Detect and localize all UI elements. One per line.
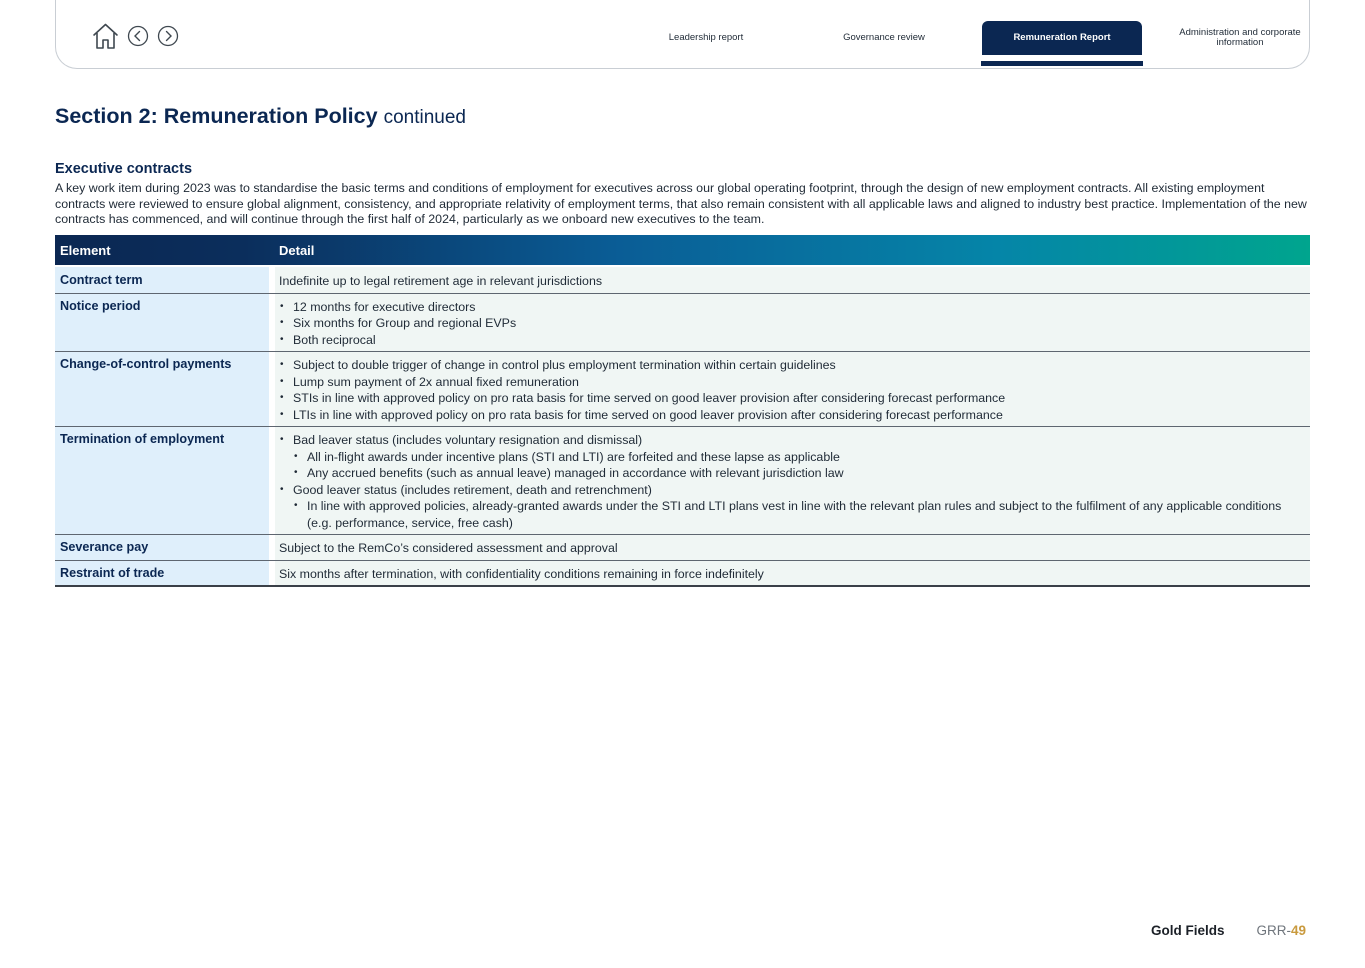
list-item: • 12 months for executive directors xyxy=(279,299,1306,316)
table-row xyxy=(55,267,1310,294)
list-item xyxy=(279,482,1306,532)
table-row xyxy=(55,427,1310,535)
list-item: • In line with approved policies, already-granted awards under the STI and LTI plans vest in line with the relevant plan rules and subject to the fulfilment of any applicable conditions (e.g. performance, service, free cash) xyxy=(293,498,1306,531)
header-detail: Detail xyxy=(279,242,315,258)
row-element-label: Restraint of trade xyxy=(55,561,269,586)
tab-administration-corporate-information[interactable]: Administration and corporate information xyxy=(1179,27,1301,48)
row-element-label: Change-of-control payments xyxy=(55,352,269,426)
tab-remuneration-report[interactable]: Remuneration Report xyxy=(982,21,1142,55)
subsection-title: Executive contracts xyxy=(55,161,193,177)
list-item: • Subject to double trigger of change in control plus employment termination within certain guidelines xyxy=(279,357,1306,374)
nested-bullet-list xyxy=(293,449,1306,482)
row-detail: Subject to the RemCo’s considered assessment and approval xyxy=(275,535,1310,560)
bullet-list xyxy=(279,432,1306,531)
list-item: • Any accrued benefits (such as annual leave) managed in accordance with relevant jurisdiction law xyxy=(293,465,1306,482)
row-element-label: Severance pay xyxy=(55,535,269,560)
home-icon[interactable] xyxy=(92,22,119,50)
list-item xyxy=(279,432,1306,482)
arrow-left-icon[interactable] xyxy=(127,25,149,47)
executive-contracts-table xyxy=(55,235,1310,587)
table-row xyxy=(55,535,1310,561)
list-item: • Both reciprocal xyxy=(279,332,1306,349)
list-item: • LTIs in line with approved policy on pro rata basis for time served on good leaver provision after considering forecast performance xyxy=(279,407,1306,424)
row-detail: Indefinite up to legal retirement age in relevant jurisdictions xyxy=(275,267,1310,293)
row-detail xyxy=(275,352,1310,426)
arrow-right-icon[interactable] xyxy=(157,25,179,47)
top-navigation-bar xyxy=(55,0,1310,69)
page-number: 49 xyxy=(1290,923,1306,938)
footer-code-prefix: GRR- xyxy=(1256,923,1291,938)
nested-bullet-list xyxy=(293,498,1306,531)
list-item: • Lump sum payment of 2x annual fixed remuneration xyxy=(279,374,1306,391)
list-item: • STIs in line with approved policy on pro rata basis for time served on good leaver provision after considering forecast performance xyxy=(279,390,1306,407)
list-item-text: Bad leaver status (includes voluntary resignation and dismissal) xyxy=(293,433,643,447)
tab-leadership-report[interactable]: Leadership report xyxy=(668,32,744,44)
intro-paragraph: A key work item during 2023 was to standardise the basic terms and conditions of employment for executives across our global operating footprint, through the design of new employment contracts. All existing employment contracts were reviewed to ensure global alignment, consistency, and appropriate relativity of employment terms, that also remain consistent with all applicable laws and aligned to industry best practice. Implementation of the new contracts has commenced, and will continue through the first half of 2024, particularly as we onboard new executives to the team. xyxy=(55,181,1307,226)
row-element-label: Contract term xyxy=(55,267,269,293)
tab-governance-review[interactable]: Governance review xyxy=(843,32,925,44)
footer-brand: Gold Fields xyxy=(1150,923,1225,938)
bullet-list xyxy=(279,299,1306,349)
page-title xyxy=(55,104,466,129)
page-footer xyxy=(1151,923,1306,938)
page-title-main: Section 2: Remuneration Policy xyxy=(55,104,378,128)
header-element: Element xyxy=(60,242,111,258)
table-row xyxy=(55,561,1310,588)
list-item: • Six months for Group and regional EVPs xyxy=(279,315,1306,332)
table-header xyxy=(55,235,1310,267)
row-detail xyxy=(275,427,1310,534)
row-element-label: Termination of employment xyxy=(55,427,269,534)
list-item: • All in-flight awards under incentive plans (STI and LTI) are forfeited and these lapse as applicable xyxy=(293,449,1306,466)
row-detail: Six months after termination, with confidentiality conditions remaining in force indefinitely xyxy=(275,561,1310,586)
section-tabs xyxy=(626,21,1338,65)
footer-page-code xyxy=(1256,923,1306,938)
page-title-suffix: continued xyxy=(383,107,466,128)
row-detail xyxy=(275,294,1310,352)
nav-icon-group xyxy=(92,22,187,50)
bullet-list xyxy=(279,357,1306,423)
list-item-text: Good leaver status (includes retirement, death and retrenchment) xyxy=(293,482,652,497)
row-element-label: Notice period xyxy=(55,294,269,352)
table-row xyxy=(55,294,1310,353)
table-row xyxy=(55,352,1310,427)
